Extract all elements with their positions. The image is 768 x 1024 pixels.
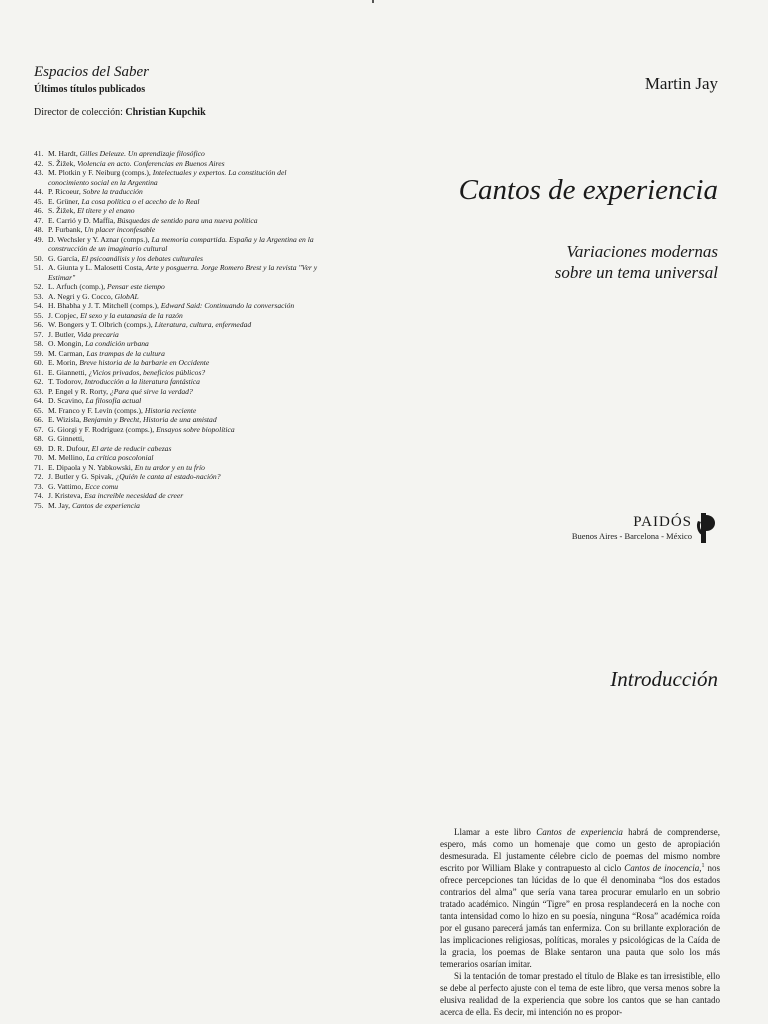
title-work: Benjamin y Brecht, Historia de una amistad: [82, 415, 217, 424]
title-entry: [34, 263, 324, 282]
title-author: E. Morin,: [48, 358, 80, 367]
title-entry: [34, 225, 324, 235]
title-author: M. Carman,: [48, 348, 87, 358]
title-work: La memoria compartida. España y la Argentina en la construcción de un imaginario cultural: [48, 234, 314, 253]
title-number: 53.: [34, 291, 44, 301]
title-author: E. Grüner,: [48, 196, 82, 206]
title-author: E. Carrió y D. Maffía,: [48, 215, 118, 225]
paragraph-1-text-b: habrá de comprenderse, espero, más como un homenaje que como un gesto de apropiación desmesurada. El justamente célebre ciclo de poemas del mismo nombre escrito por William Blake y contrapuesto al ciclo: [440, 827, 720, 873]
title-author: M. Jay,: [48, 500, 72, 510]
series-subtitle: Últimos títulos publicados: [34, 84, 146, 95]
title-author: J. Butler,: [48, 329, 78, 339]
title-entry: [34, 349, 324, 359]
title-entry: [34, 472, 324, 482]
title-work: Intelectuales y expertos. La constitución del conocimiento social en la Argentina: [48, 168, 287, 187]
title-author: G. Giorgi y F. Rodríguez (comps.),: [48, 424, 157, 434]
title-entry: [34, 320, 324, 330]
paragraph-1: [440, 826, 720, 970]
footnote-marker[interactable]: 1: [701, 863, 705, 869]
cited-title-inocencia: Cantos de inocencia,: [624, 863, 702, 873]
title-entry: [34, 463, 324, 473]
book-title: Cantos de experiencia: [458, 174, 718, 206]
paragraph-2: Si la tentación de tomar prestado el título de Blake es tan irresistible, ello se debe al perfecto ajuste con el tema de este libro, que versa menos sobre la elusiva realidad de la experiencia que sobre los cantos que se han cantado acerca de ella. Es decir, mi intención no es propor-: [440, 971, 720, 1017]
subtitle-line-2: sobre un tema universal: [554, 263, 718, 282]
title-entry: [34, 254, 324, 264]
introduction-heading: Introducción: [610, 667, 718, 691]
title-author: D. Scavino,: [48, 396, 86, 405]
title-author: P. Ricoeur,: [48, 187, 83, 196]
title-number: 69.: [34, 443, 44, 453]
title-entry: [34, 396, 324, 406]
title-work: Búsquedas de sentido para una nueva política: [117, 215, 258, 225]
title-entry: [34, 444, 324, 454]
title-work: La cosa política o el acecho de lo Real: [81, 196, 200, 206]
title-author: H. Bhabha y J. T. Mitchell (comps.),: [48, 301, 161, 310]
title-work: Esa increíble necesidad de creer: [84, 491, 184, 500]
title-entry: [34, 187, 324, 197]
paragraph-1-text-a: Llamar a este libro: [454, 827, 537, 837]
title-author: S. Žižek,: [48, 158, 78, 168]
title-entry: [34, 358, 324, 368]
title-author: M. Hardt,: [48, 149, 80, 158]
title-work: Gilles Deleuze. Un aprendizaje filosófico: [79, 149, 205, 158]
title-work: Breve historia de la barbarie en Occidente: [79, 358, 210, 367]
title-author: G. Ginnetti,: [48, 434, 85, 443]
director-name: Christian Kupchik: [125, 107, 206, 118]
title-entry: [34, 292, 324, 302]
title-author: A. Giunta y L. Malosetti Costa,: [48, 263, 146, 272]
title-number: 73.: [34, 481, 44, 491]
publisher-cities: Buenos Aires - Barcelona - México: [571, 531, 692, 541]
book-subtitle: [555, 241, 718, 283]
title-work: GlobAL: [114, 291, 139, 301]
paidos-logo-icon: [696, 511, 718, 545]
title-author: T. Todorov,: [48, 377, 85, 386]
title-entry: [34, 206, 324, 216]
title-work: ¿Quién le canta al estado-nación?: [115, 472, 221, 481]
title-number: 42.: [34, 158, 44, 168]
title-number: 70.: [34, 453, 44, 462]
book-author: Martin Jay: [644, 74, 718, 93]
title-number: 46.: [34, 206, 44, 215]
title-number: 59.: [34, 348, 44, 358]
introduction-body: [440, 826, 720, 1018]
title-number: 45.: [34, 196, 44, 206]
title-author: W. Bongers y T. Olbrich (comps.),: [48, 320, 155, 329]
cited-title-experiencia: Cantos de experiencia: [536, 827, 623, 837]
title-work: El sexo y la eutanasia de la razón: [80, 310, 183, 320]
title-entry: [34, 330, 324, 340]
title-work: En tu ardor y en tu frío: [134, 462, 205, 472]
title-number: 58.: [34, 339, 44, 348]
title-author: J. Kristeva,: [48, 491, 85, 500]
series-title: Espacios del Saber: [34, 64, 149, 80]
title-author: G. García,: [48, 253, 82, 263]
title-author: O. Mongin,: [48, 339, 86, 348]
title-work: Introducción a la literatura fantástica: [84, 377, 200, 386]
title-work: Pensar este tiempo: [107, 282, 165, 291]
title-number: 68.: [34, 434, 44, 443]
scan-speck: [372, 0, 374, 3]
title-entry: [34, 339, 324, 349]
title-author: P. Engel y R. Rorty,: [48, 386, 110, 396]
title-number: 47.: [34, 215, 44, 225]
title-author: D. Wechsler y Y. Aznar (comps.),: [48, 234, 152, 244]
title-entry: [34, 425, 324, 435]
title-entry: [34, 197, 324, 207]
title-work: Violencia en acto. Conferencias en Buenos Aires: [77, 158, 225, 168]
title-entry: [34, 491, 324, 501]
title-work: Ensayos sobre biopolítica: [156, 424, 235, 434]
title-number: 62.: [34, 377, 44, 386]
publisher-text: [572, 514, 692, 542]
title-entry: [34, 235, 324, 254]
title-number: 60.: [34, 358, 44, 367]
title-number: 51.: [34, 263, 44, 272]
title-number: 75.: [34, 500, 44, 510]
title-number: 54.: [34, 301, 44, 310]
title-entry: [34, 168, 324, 187]
title-author: M. Plotkin y F. Neiburg (comps.),: [48, 168, 153, 177]
title-number: 66.: [34, 415, 44, 424]
title-author: J. Copjec,: [48, 310, 81, 320]
title-work: ¿Vicios privados, beneficios públicos?: [88, 367, 206, 377]
title-author: M. Mellino,: [48, 453, 87, 462]
title-work: El títere y el enano: [77, 206, 135, 215]
title-entry: [34, 387, 324, 397]
title-author: E. Wizisla,: [48, 415, 83, 424]
title-author: A. Negri y G. Cocco,: [48, 291, 115, 301]
title-number: 50.: [34, 253, 44, 263]
title-author: G. Vattimo,: [48, 481, 85, 491]
title-entry: [34, 415, 324, 425]
title-author: S. Žižek,: [48, 206, 78, 215]
director-label: Director de colección:: [34, 107, 126, 118]
title-entry: [34, 501, 324, 511]
title-work: Sobre la traducción: [82, 187, 143, 196]
subtitle-line-1: Variaciones modernas: [566, 242, 718, 261]
title-work: La crítica poscolonial: [86, 453, 154, 462]
title-work: Cantos de experiencia: [71, 500, 140, 510]
title-number: 43.: [34, 168, 44, 177]
title-work: Vida precaria: [77, 329, 119, 339]
title-number: 48.: [34, 225, 44, 234]
title-author: D. R. Dufour,: [48, 443, 92, 453]
title-work: ¿Para qué sirve la verdad?: [109, 386, 193, 396]
title-work: Un placer inconfesable: [84, 225, 156, 234]
title-work: Literatura, cultura, enfermedad: [154, 320, 252, 329]
title-number: 74.: [34, 491, 44, 500]
paragraph-1-text-c: nos ofrece percepciones tan lúcidas de lo que él denominaba “los dos estados contrarios del alma” que sería vana tarea procurar emularlo en un sobrio tratado académico. Ningún “Tigre” en prosa resplandecerá en la noche con tanta intensidad como lo hizo en su poesía, ninguna “Rosa” académica roída por el gusano parecerá jamás tan enfermiza. Con su brillante exploración de las implicaciones religiosas, políticas, morales y psicológicas de la Caída de la gracia, los poemas de Blake sentaron una pauta que solo los más temerarios osarían imitar.: [440, 863, 720, 969]
title-author: M. Franco y F. Levín (comps.),: [48, 405, 145, 415]
title-entry: [34, 301, 324, 311]
title-work: Historia reciente: [144, 405, 197, 415]
title-number: 52.: [34, 282, 44, 291]
title-author: E. Dipaola y N. Yabkowski,: [48, 462, 135, 472]
collection-director: [34, 107, 206, 118]
title-author: J. Butler y G. Spivak,: [48, 472, 116, 481]
published-titles-list: [34, 149, 324, 510]
title-entry: [34, 377, 324, 387]
title-work: Edward Said: Continuando la conversación: [160, 301, 295, 310]
title-number: 65.: [34, 405, 44, 415]
title-entry: [34, 311, 324, 321]
title-entry: [34, 453, 324, 463]
title-number: 56.: [34, 320, 44, 329]
title-entry: [34, 282, 324, 292]
title-number: 49.: [34, 234, 44, 244]
title-work: Ecce comu: [85, 481, 119, 491]
title-entry: [34, 482, 324, 492]
title-entry: [34, 406, 324, 416]
title-work: Arte y posguerra. Jorge Romero Brest y la revista "Ver y Estimar": [48, 263, 318, 282]
title-work: El arte de reducir cabezas: [91, 443, 172, 453]
title-author: E. Giannetti,: [48, 367, 89, 377]
title-entry: [34, 434, 324, 444]
title-author: L. Arfuch (comp.),: [48, 282, 108, 291]
title-work: El psicoanálisis y los debates culturales: [81, 253, 204, 263]
title-number: 71.: [34, 462, 44, 472]
title-number: 61.: [34, 367, 44, 377]
title-number: 72.: [34, 472, 44, 481]
title-author: P. Furbank,: [48, 225, 85, 234]
publisher-name: PAIDÓS: [633, 514, 692, 530]
title-work: Las trampas de la cultura: [86, 348, 165, 358]
title-number: 41.: [34, 149, 44, 158]
title-number: 55.: [34, 310, 44, 320]
publisher-block: [572, 511, 718, 545]
title-number: 64.: [34, 396, 44, 405]
title-number: 57.: [34, 329, 44, 339]
title-entry: [34, 368, 324, 378]
title-work: La filosofía actual: [85, 396, 142, 405]
title-entry: [34, 159, 324, 169]
title-number: 44.: [34, 187, 44, 196]
title-entry: [34, 216, 324, 226]
title-entry: [34, 149, 324, 159]
title-work: La condición urbana: [85, 339, 149, 348]
title-number: 63.: [34, 386, 44, 396]
title-number: 67.: [34, 424, 44, 434]
